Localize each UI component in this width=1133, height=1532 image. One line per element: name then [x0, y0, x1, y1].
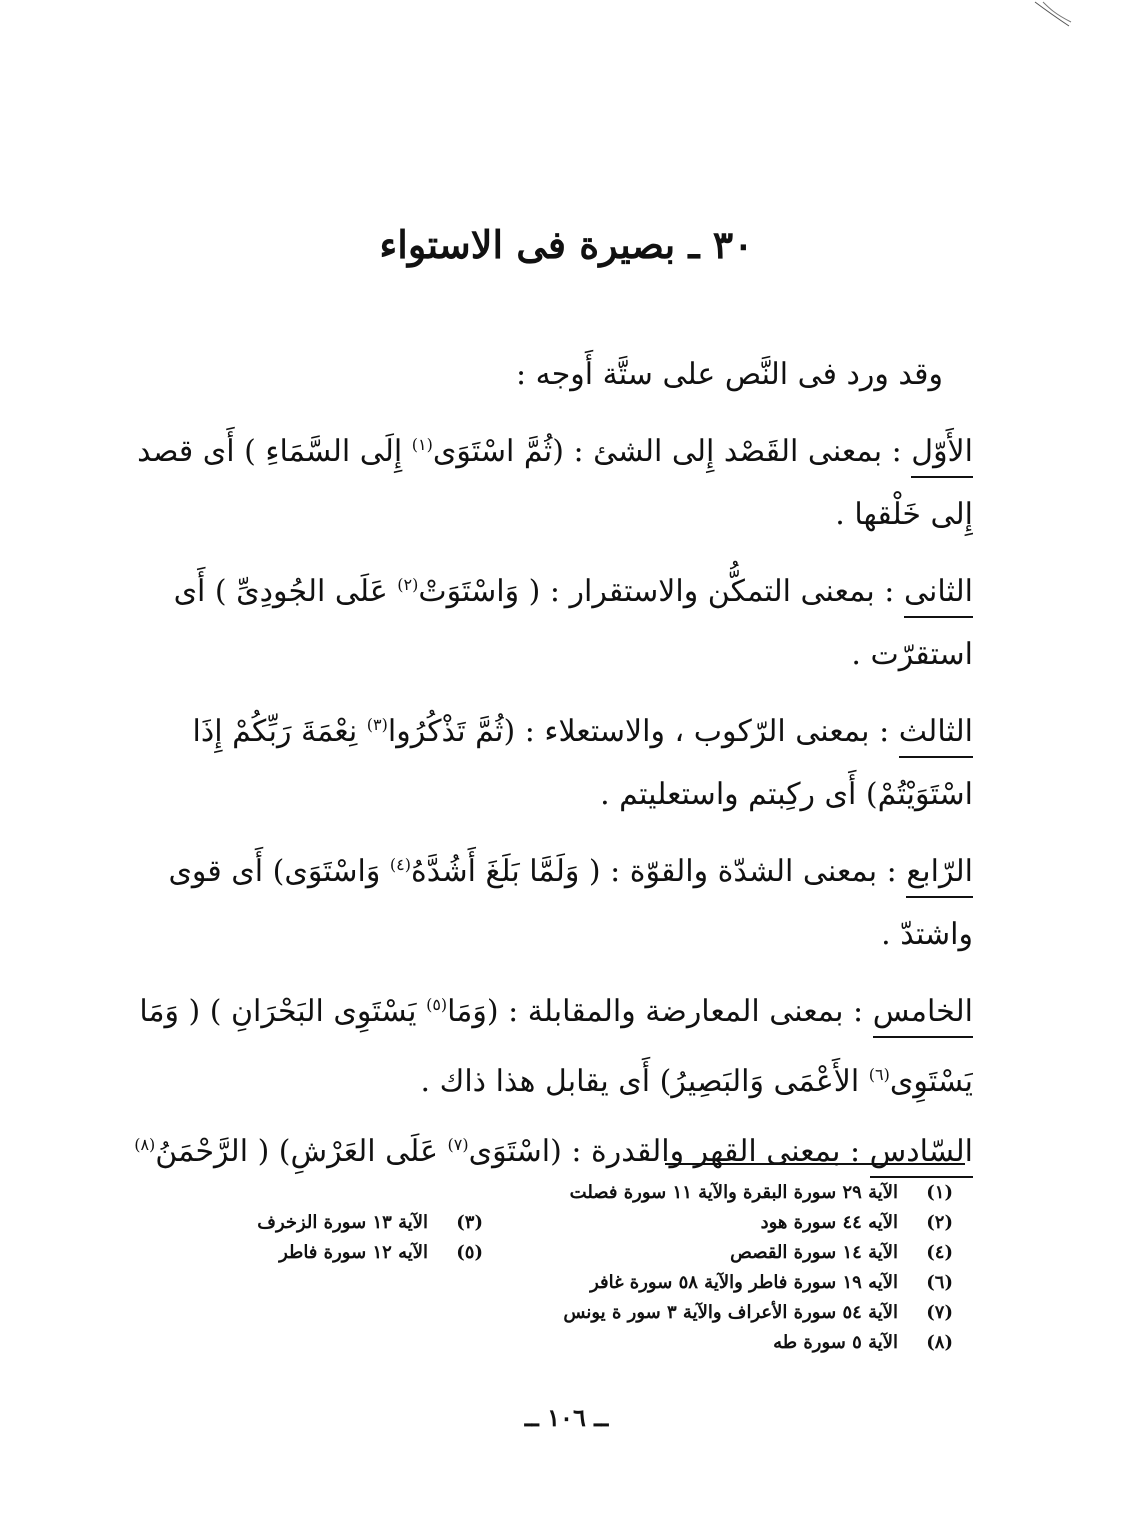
- section-5-text-b: يَسْتَوِى البَحْرَانِ ) ( وَمَا: [139, 994, 427, 1029]
- footnote-number: (٧): [926, 1302, 953, 1323]
- section-5-text-d: الأَعْمَى وَالبَصِيرُ) أَى يقابل هذا ذاك .: [420, 1064, 869, 1099]
- footnote-row: [193, 1268, 953, 1298]
- section-3-line-1: [110, 690, 973, 760]
- section-5-line-2: [110, 1040, 973, 1110]
- section-1-line-2: إِلى خَلْقها .: [835, 497, 973, 532]
- footnote-ref-3: (٣): [366, 715, 388, 734]
- section-1-text-a: : بمعنى القَصْد إِلى الشئ : (ثُمَّ اسْتَوَى: [432, 434, 912, 469]
- section-4-heading: الرّابع: [906, 850, 973, 898]
- section-3-line-2: اسْتَوَيْتُمْ) أَى ركِبتم واستعليتم .: [600, 777, 973, 812]
- section-2-line-2: استقرّت .: [851, 637, 973, 672]
- footnote-number: (١): [926, 1182, 953, 1203]
- section-1-line-1: [110, 410, 973, 480]
- footnote-text: الآية ١٤ سورة القصص: [730, 1242, 898, 1263]
- footnotes: [193, 1178, 953, 1358]
- section-6-text-b: عَلَى العَرْشِ) ( الرَّحْمَنُ: [155, 1134, 448, 1169]
- footnote-divider: [665, 1163, 965, 1165]
- section-5-heading: الخامس: [873, 990, 973, 1038]
- section-6-line-1: [110, 1110, 973, 1180]
- section-5-line-1: [110, 970, 973, 1040]
- footnote-5: [193, 1238, 483, 1268]
- footnote-text: الآيه ٤٤ سورة هود: [760, 1212, 898, 1233]
- footnote-3: [193, 1208, 483, 1238]
- footnote-number: (٨): [926, 1332, 953, 1353]
- section-6-text-a: : بمعنى القهر والقدرة : (اسْتَوَى: [468, 1134, 870, 1169]
- footnote-ref-7: (٧): [447, 1135, 469, 1154]
- footnote-row: [193, 1178, 953, 1208]
- footnote-4: [483, 1238, 953, 1268]
- intro-line: وقد ورد فى النَّص على ستَّة أَوجه :: [516, 357, 943, 392]
- section-4-text-a: : بمعنى الشدّة والقوّة : ( وَلَمَّا بَلَغَ أَشُدَّهُ: [410, 854, 907, 889]
- section-1-text-b: إِلَى السَّمَاءِ ) أَى قصد: [137, 434, 412, 469]
- footnote-6: [483, 1268, 953, 1298]
- footnote-7: [483, 1298, 953, 1328]
- section-5-text-a: : بمعنى المعارضة والمقابلة : (وَمَا: [447, 994, 873, 1029]
- section-title: ٣٠ ـ بصيرة فى الاستواء: [379, 222, 754, 267]
- footnote-number: (٢): [926, 1212, 953, 1233]
- section-4-text-b: وَاسْتَوَى) أَى قوى: [168, 854, 390, 889]
- corner-scratch-mark: [1033, 0, 1073, 30]
- section-1-heading: الأَوّل: [911, 430, 973, 478]
- section-2-text-b: عَلَى الجُودِىِّ ) أَى: [173, 574, 398, 609]
- footnote-text: الآية ١٣ سورة الزخرف: [257, 1212, 428, 1233]
- footnote-ref-1: (١): [411, 435, 433, 454]
- footnote-2: [483, 1208, 953, 1238]
- footnote-8: [483, 1328, 953, 1358]
- section-2-text-a: : بمعنى التمكُّن والاستقرار : ( وَاسْتَوَتْ: [418, 574, 904, 609]
- footnote-row: [193, 1208, 953, 1238]
- footnote-number: (٤): [926, 1242, 953, 1263]
- footnote-ref-4: (٤): [389, 855, 411, 874]
- section-3-text-a: : بمعنى الرّكوب ، والاستعلاء : (ثُمَّ تَذْكُرُوا: [387, 714, 899, 749]
- footnote-ref-6: (٦): [868, 1065, 890, 1084]
- footnote-row: [193, 1328, 953, 1358]
- footnote-text: الآية ٥٤ سورة الأعراف والآية ٣ سور ة يونس: [563, 1302, 898, 1323]
- section-5-text-c: يَسْتَوِى: [889, 1064, 973, 1099]
- page-number: ــ ١٠٦ ــ: [524, 1403, 609, 1432]
- footnote-text: الآيه ١٩ سورة فاطر والآية ٥٨ سورة غافر: [590, 1272, 898, 1293]
- footnote-number: (٣): [456, 1212, 483, 1233]
- footnote-ref-2: (٢): [397, 575, 419, 594]
- footnote-text: الآيه ١٢ سورة فاطر: [279, 1242, 428, 1263]
- footnote-ref-8: (٨): [134, 1135, 156, 1154]
- section-3-text-b: نِعْمَةَ رَبِّكُمْ إِذَا: [192, 714, 367, 749]
- footnote-row: [193, 1298, 953, 1328]
- footnote-text: الآية ٥ سورة طه: [773, 1332, 898, 1353]
- footnote-text: الآية ٢٩ سورة البقرة والآية ١١ سورة فصلت: [569, 1182, 898, 1203]
- footnote-number: (٥): [456, 1242, 483, 1263]
- section-6-heading: السّادس: [870, 1130, 973, 1178]
- body-text: [110, 340, 973, 1180]
- footnote-number: (٦): [926, 1272, 953, 1293]
- footnote-ref-5: (٥): [426, 995, 448, 1014]
- section-2-heading: الثانى: [904, 570, 973, 618]
- section-2-line-1: [110, 550, 973, 620]
- footnote-row: [193, 1238, 953, 1268]
- section-4-line-1: [110, 830, 973, 900]
- section-3-heading: الثالث: [899, 710, 973, 758]
- footnote-1: [483, 1178, 953, 1208]
- section-4-line-2: واشتدّ .: [881, 917, 973, 952]
